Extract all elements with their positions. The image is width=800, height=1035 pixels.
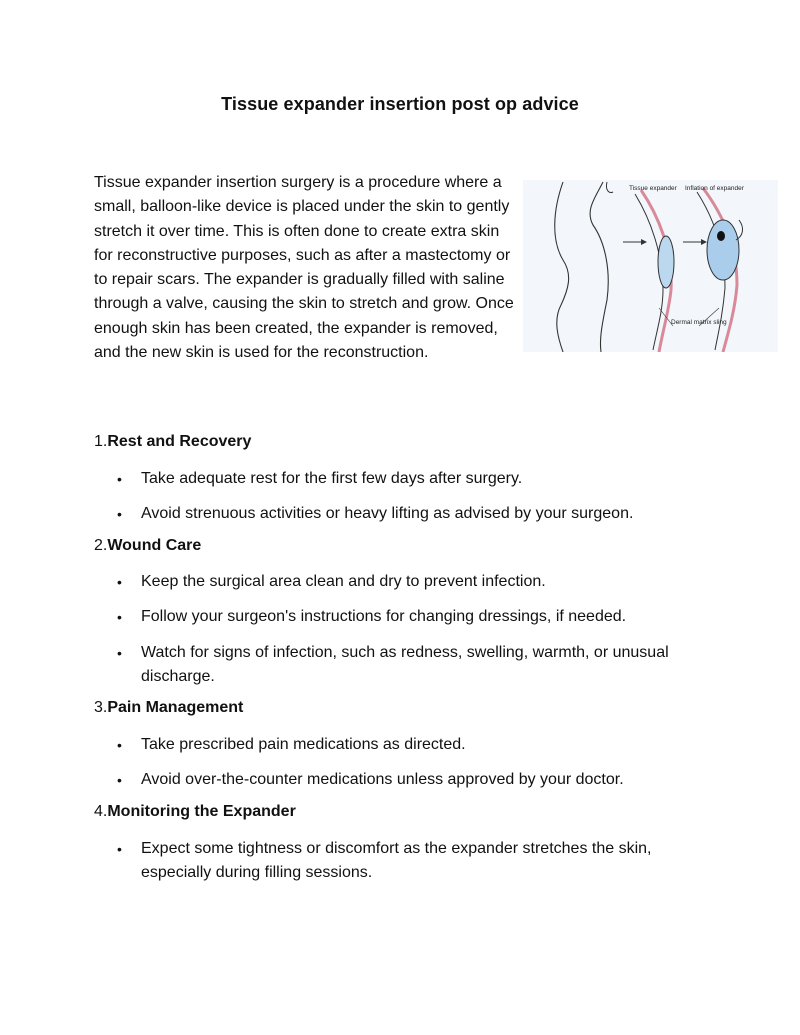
section-list-rest bbox=[94, 467, 714, 527]
list-item: • Take prescribed pain medications as directed. bbox=[94, 733, 714, 757]
list-item: • Take adequate rest for the first few days after surgery. bbox=[94, 467, 714, 491]
list-item: • Follow your surgeon's instructions for changing dressings, if needed. bbox=[94, 605, 714, 629]
bullet-icon: • bbox=[117, 841, 122, 857]
label-dermal-sling: Dermal matrix sling bbox=[671, 319, 727, 326]
bullet-icon: • bbox=[117, 471, 122, 487]
bullet-icon: • bbox=[117, 609, 122, 626]
list-item: • Avoid strenuous activities or heavy lifting as advised by your surgeon. bbox=[94, 502, 714, 526]
label-tissue-expander: Tissue expander bbox=[629, 185, 677, 192]
section-number: 3. bbox=[94, 699, 108, 716]
section-number: 4. bbox=[94, 803, 108, 820]
section-heading-pain bbox=[94, 699, 243, 717]
section-list-monitoring bbox=[94, 837, 714, 886]
document-title: Tissue expander insertion post op advice bbox=[221, 94, 579, 114]
section-number: 2. bbox=[94, 537, 108, 554]
bullet-icon: • bbox=[117, 644, 122, 661]
illustration-svg bbox=[523, 180, 778, 352]
section-title: Monitoring the Expander bbox=[107, 803, 296, 820]
bullet-icon: • bbox=[117, 772, 122, 789]
section-heading-monitoring bbox=[94, 803, 296, 821]
label-inflation: Inflation of expander bbox=[685, 185, 744, 192]
section-list-wound bbox=[94, 570, 714, 689]
intro-paragraph: Tissue expander insertion surgery is a procedure where a small, balloon-like device is placed under the skin to gently stretch it over time. This is often done to create extra skin for reconstructive purposes, such as after a mastectomy or to repair scars. The expander is gradually filled with saline through a valve, causing the skin to stretch and grow. Once enough skin has been created, the expander is removed, and the new skin is used for the reconstruction. bbox=[94, 174, 514, 362]
list-item: • Keep the surgical area clean and dry to prevent infection. bbox=[94, 570, 714, 594]
bullet-icon: • bbox=[117, 506, 122, 523]
section-title: Wound Care bbox=[107, 537, 202, 554]
bullet-icon: • bbox=[117, 574, 122, 590]
section-heading-wound bbox=[94, 537, 201, 555]
section-list-pain bbox=[94, 733, 714, 793]
list-item: • Avoid over-the-counter medications unless approved by your doctor. bbox=[94, 768, 714, 792]
section-heading-rest bbox=[94, 433, 251, 451]
list-item: • Expect some tightness or discomfort as the expander stretches the skin, especially during filling sessions. bbox=[94, 837, 714, 886]
bullet-icon: • bbox=[117, 737, 122, 753]
tissue-expander-illustration bbox=[523, 180, 778, 352]
section-title: Rest and Recovery bbox=[107, 433, 252, 450]
list-item: • Watch for signs of infection, such as redness, swelling, warmth, or unusual discharge. bbox=[94, 641, 714, 690]
section-title: Pain Management bbox=[107, 699, 244, 716]
section-number: 1. bbox=[94, 433, 108, 450]
